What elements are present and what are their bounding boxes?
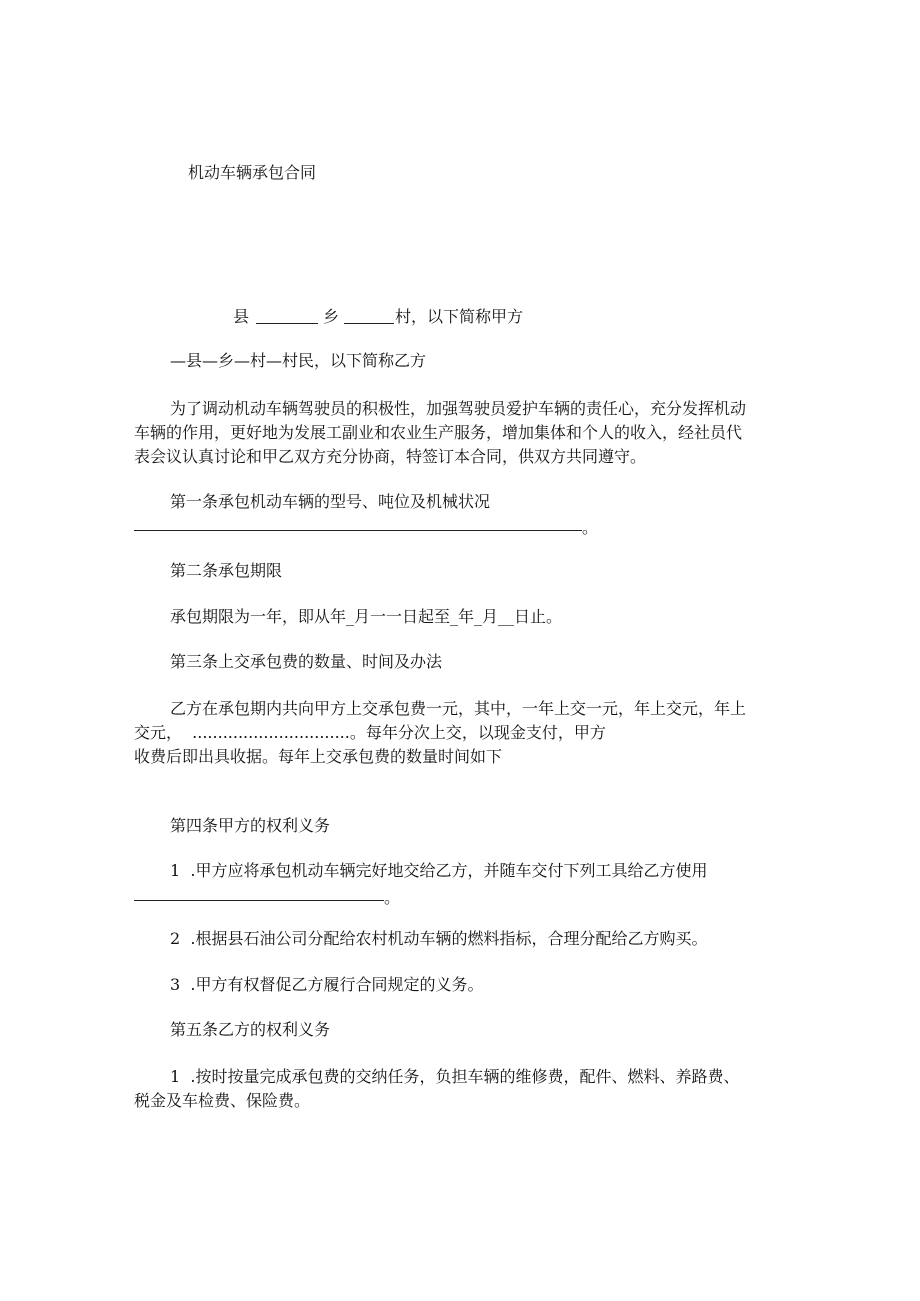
article-4-item-1: 1 .甲方应将承包机动车辆完好地交给乙方，并随车交付下列工具给乙方使用: [170, 861, 708, 880]
preamble-line: 车辆的作用，更好地为发展工副业和农业生产服务，增加集体和个人的收入，经社员代: [134, 423, 743, 442]
article-4-item-2: 2 .根据县石油公司分配给农村机动车辆的燃料指标，合理分配给乙方购买。: [170, 929, 708, 948]
article-4-item-1-end-mark: 。: [384, 888, 401, 907]
article-1-end-mark: 。: [582, 518, 599, 537]
party-a-township-label: 乡: [323, 307, 340, 326]
article-3-heading: 第三条上交承包费的数量、时间及办法: [170, 652, 443, 671]
article-3-line: 收费后即出具收据。每年上交承包费的数量时间如下: [134, 747, 503, 766]
party-a-county-label: 县: [233, 307, 250, 326]
preamble-line: 表会议认真讨论和甲乙双方充分协商，特签订本合同，供双方共同遵守。: [134, 447, 647, 466]
preamble-line: 为了调动机动车辆驾驶员的积极性，加强驾驶员爱护车辆的责任心，充分发挥机动: [170, 399, 747, 418]
article-2-text: 承包期限为一年，即从年_月一一日起至_年_月__日止。: [170, 607, 563, 626]
township-blank: [344, 323, 394, 324]
article-1-heading: 第一条承包机动车辆的型号、吨位及机械状况: [170, 492, 491, 511]
article-5-item-1-line: 1 .按时按量完成承包费的交纳任务，负担车辆的维修费，配件、燃料、养路费、: [170, 1067, 740, 1086]
article-5-item-1-line: 税金及车检费、保险费。: [134, 1091, 311, 1110]
article-5-heading: 第五条乙方的权利义务: [170, 1020, 331, 1039]
article-4-tools-blank: [134, 900, 384, 901]
party-a-village-label: 村，以下简称甲方: [395, 307, 524, 326]
article-4-heading: 第四条甲方的权利义务: [170, 816, 331, 835]
county-blank: [256, 323, 318, 324]
article-3-line: 乙方在承包期内共向甲方上交承包费一元，其中，一年上交一元，年上交元，年上: [170, 699, 747, 718]
article-1-blank: [134, 530, 582, 531]
article-3-line: 交元， ...............................。每年分次上交，以现金支付，甲方: [134, 723, 606, 742]
article-2-heading: 第二条承包期限: [170, 561, 283, 580]
article-4-item-3: 3 .甲方有权督促乙方履行合同规定的义务。: [170, 975, 484, 994]
document-title: 机动车辆承包合同: [188, 163, 317, 182]
party-b-line: —县—乡—村—村民，以下简称乙方: [170, 351, 427, 370]
